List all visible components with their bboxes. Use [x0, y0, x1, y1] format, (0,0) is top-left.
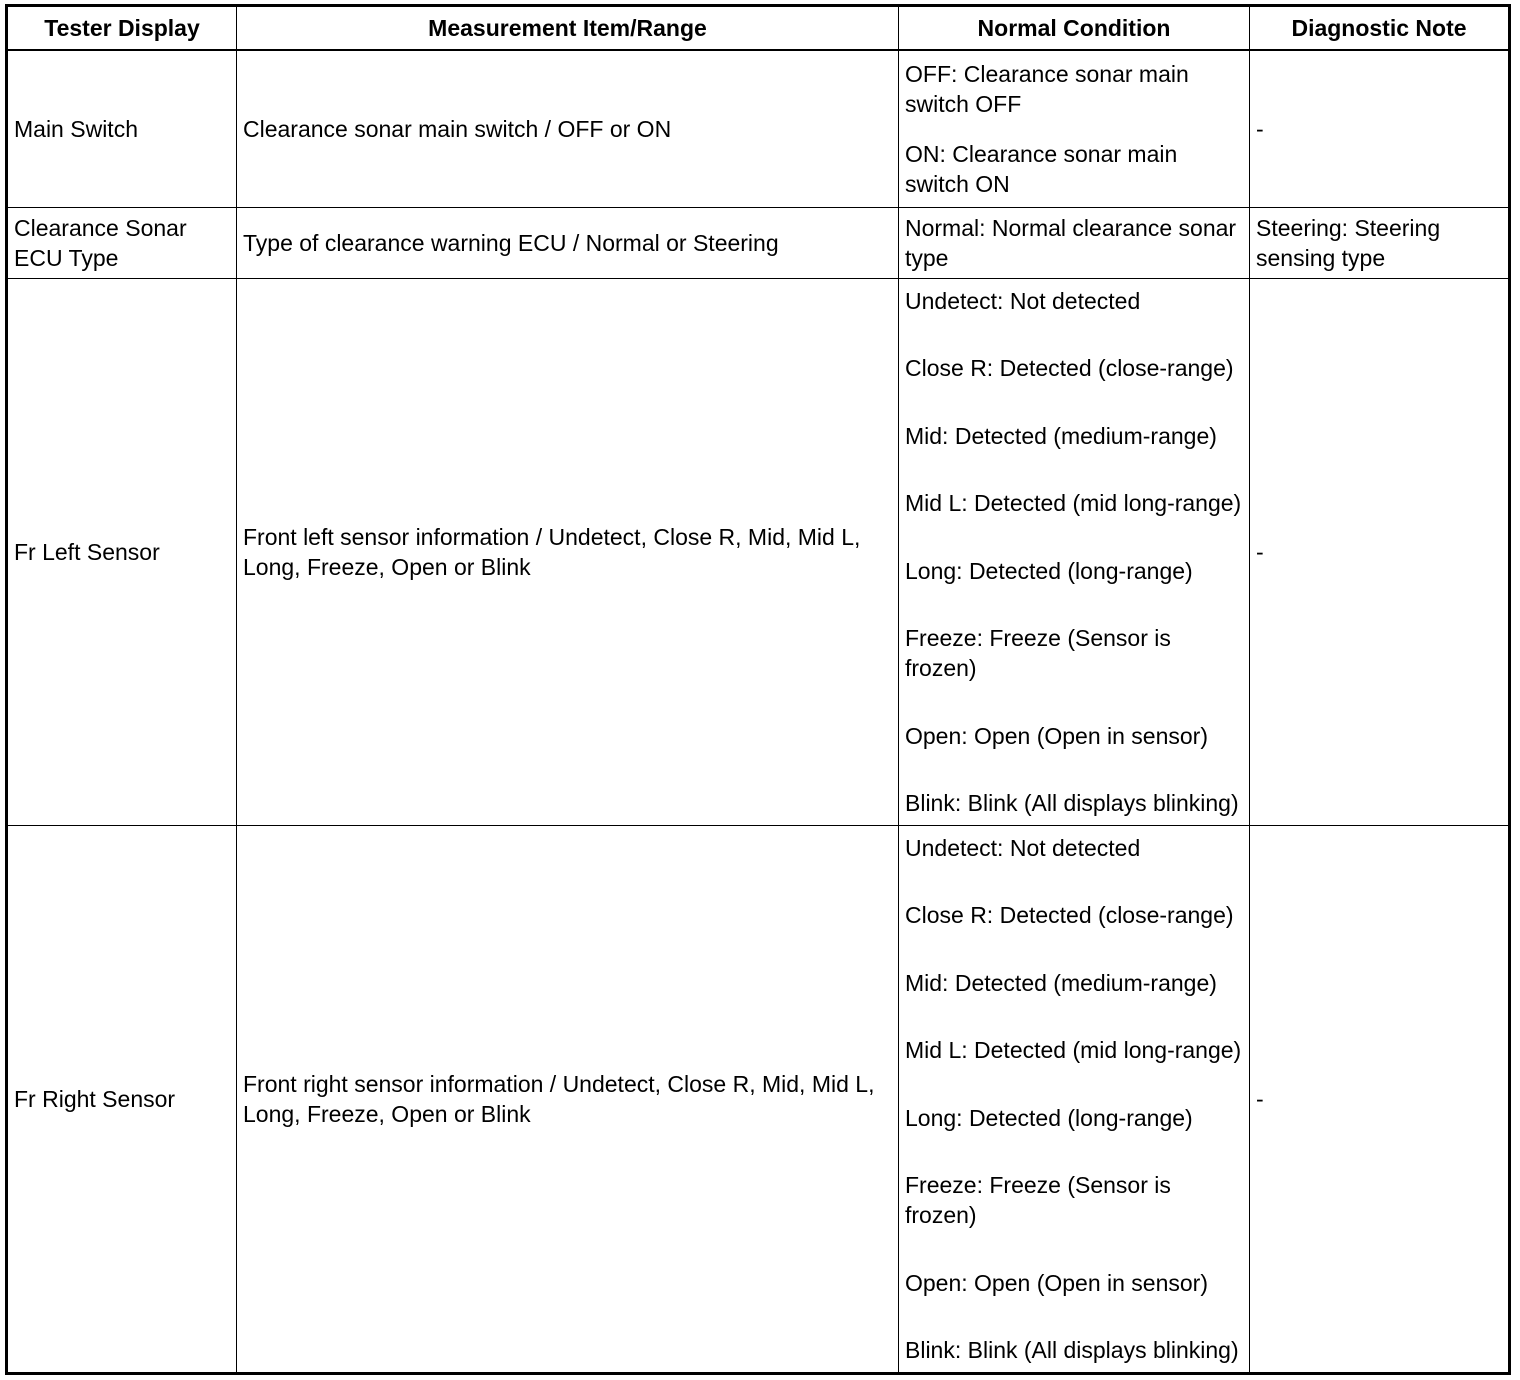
condition-item: Mid: Detected (medium-range) — [905, 969, 1217, 996]
normal-condition-cell — [899, 208, 1250, 279]
condition-item: Close R: Detected (close-range) — [905, 902, 1234, 929]
condition-item: Long: Detected (long-range) — [905, 1104, 1193, 1131]
condition-item: Freeze: Freeze (Sensor is frozen) — [905, 1172, 1171, 1229]
condition-item: Freeze: Freeze (Sensor is frozen) — [905, 625, 1171, 682]
header-diagnostic-note: Diagnostic Note — [1250, 6, 1510, 51]
normal-condition-cell — [899, 50, 1250, 208]
condition-item: Mid: Detected (medium-range) — [905, 422, 1217, 449]
condition-item: Close R: Detected (close-range) — [905, 355, 1234, 382]
condition-item: Normal: Normal clearance sonar type — [905, 215, 1237, 271]
condition-item: ON: Clearance sonar main switch ON — [905, 141, 1178, 197]
tester-display-cell: Main Switch — [7, 50, 237, 208]
table-row — [7, 826, 1510, 1374]
header-normal-condition: Normal Condition — [899, 6, 1250, 51]
normal-condition-cell — [899, 826, 1250, 1374]
measurement-cell: Clearance sonar main switch / OFF or ON — [237, 50, 899, 208]
condition-item: Long: Detected (long-range) — [905, 557, 1193, 584]
condition-list — [905, 59, 1243, 199]
table-row — [7, 279, 1510, 826]
condition-item: Mid L: Detected (mid long-range) — [905, 490, 1242, 517]
header-row — [7, 6, 1510, 51]
normal-condition-cell — [899, 279, 1250, 826]
diagnostic-note-cell: Steering: Steering sensing type — [1250, 208, 1510, 279]
measurement-cell: Front right sensor information / Undetect, Close R, Mid, Mid L, Long, Freeze, Open or Blink — [237, 826, 899, 1374]
tester-display-cell: Clearance Sonar ECU Type — [7, 208, 237, 279]
table-row — [7, 50, 1510, 208]
tester-display-cell: Fr Right Sensor — [7, 826, 237, 1374]
header-measurement: Measurement Item/Range — [237, 6, 899, 51]
condition-item: Blink: Blink (All displays blinking) — [905, 1336, 1239, 1363]
condition-list — [905, 213, 1243, 273]
condition-item: Open: Open (Open in sensor) — [905, 722, 1208, 749]
table-row — [7, 208, 1510, 279]
condition-list — [905, 286, 1243, 818]
condition-item: Open: Open (Open in sensor) — [905, 1269, 1208, 1296]
tester-display-cell: Fr Left Sensor — [7, 279, 237, 826]
condition-list — [905, 833, 1243, 1365]
measurement-cell: Type of clearance warning ECU / Normal or Steering — [237, 208, 899, 279]
condition-item: Blink: Blink (All displays blinking) — [905, 789, 1239, 816]
diagnostic-note-cell: - — [1250, 50, 1510, 208]
condition-item: Undetect: Not detected — [905, 835, 1141, 861]
condition-item: Mid L: Detected (mid long-range) — [905, 1037, 1242, 1064]
measurement-cell: Front left sensor information / Undetect, Close R, Mid, Mid L, Long, Freeze, Open or Blink — [237, 279, 899, 826]
header-tester-display: Tester Display — [7, 6, 237, 51]
diagnostic-note-cell: - — [1250, 279, 1510, 826]
condition-item: OFF: Clearance sonar main switch OFF — [905, 61, 1189, 117]
data-table — [5, 4, 1511, 1375]
condition-item: Undetect: Not detected — [905, 288, 1141, 314]
diagnostic-note-cell: - — [1250, 826, 1510, 1374]
